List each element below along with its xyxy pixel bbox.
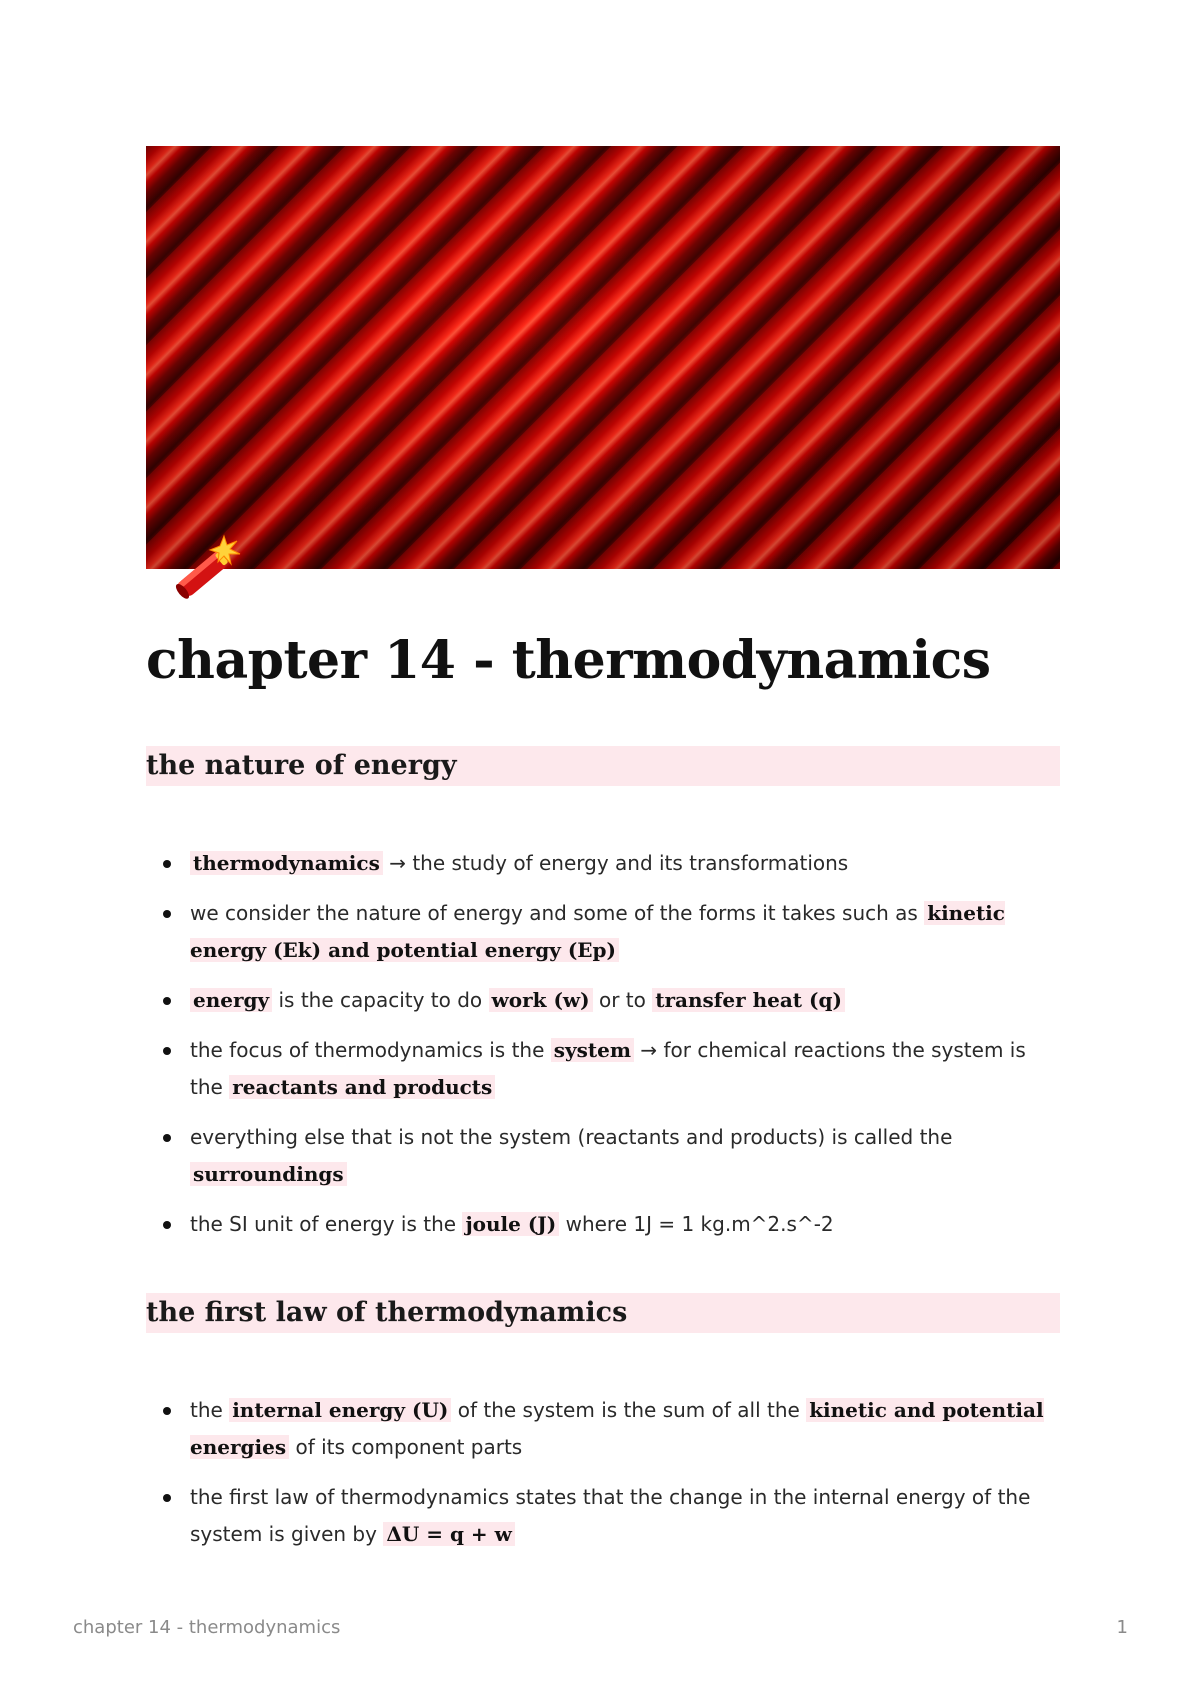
highlighted-term: transfer heat (q): [652, 988, 845, 1012]
list-item-text: where 1J = 1 kg.m^2.s^-2: [559, 1212, 834, 1236]
highlighted-term: surroundings: [190, 1162, 347, 1186]
section-heading-first-law: the first law of thermodynamics: [146, 1293, 1060, 1333]
bullet-list-nature-of-energy: [146, 845, 1060, 1256]
list-item-text: the first law of thermodynamics states that the change in the internal energy of the system is given by: [190, 1485, 1031, 1546]
bullet-list-first-law: [146, 1392, 1060, 1566]
list-item-text: → the study of energy and its transformations: [382, 851, 849, 875]
highlighted-term: joule (J): [462, 1212, 559, 1236]
highlighted-term: internal energy (U): [229, 1398, 451, 1422]
firecracker-icon: [150, 528, 250, 618]
highlighted-term: thermodynamics: [190, 851, 383, 875]
list-item-text: of its component parts: [289, 1435, 523, 1459]
list-item: [146, 1032, 1060, 1106]
highlighted-term: ΔU = q + w: [383, 1522, 515, 1546]
list-item-text: the: [190, 1398, 230, 1422]
list-item-text: everything else that is not the system (reactants and products) is called the: [190, 1125, 953, 1149]
cover-image: [146, 146, 1060, 569]
list-item: [146, 1479, 1060, 1553]
list-item: [146, 1392, 1060, 1466]
list-item-text: we consider the nature of energy and some of the forms it takes such as: [190, 901, 925, 925]
page-number: 1: [1116, 1617, 1128, 1638]
list-item: [146, 982, 1060, 1019]
list-item: [146, 1206, 1060, 1243]
list-item-text: is the capacity to do: [272, 988, 489, 1012]
list-item-text: the focus of thermodynamics is the: [190, 1038, 551, 1062]
list-item: [146, 895, 1060, 969]
highlighted-term: kinetic energy (Ek) and potential energy (Ep): [190, 901, 1005, 962]
highlighted-term: energy: [190, 988, 272, 1012]
highlighted-term: work (w): [489, 988, 593, 1012]
section-heading-nature-of-energy: the nature of energy: [146, 746, 1060, 786]
list-item-text: → for chemical reactions the system is the: [190, 1038, 1026, 1099]
list-item-text: the SI unit of energy is the: [190, 1212, 463, 1236]
highlighted-term: kinetic and potential energies: [190, 1398, 1044, 1459]
highlighted-term: reactants and products: [229, 1075, 495, 1099]
page-title: chapter 14 - thermodynamics: [146, 630, 991, 691]
list-item-text: of the system is the sum of all the: [451, 1398, 807, 1422]
list-item-text: or to: [592, 988, 653, 1012]
list-item: [146, 845, 1060, 882]
list-item: [146, 1119, 1060, 1193]
footer-title: chapter 14 - thermodynamics: [73, 1617, 341, 1638]
highlighted-term: system: [551, 1038, 634, 1062]
